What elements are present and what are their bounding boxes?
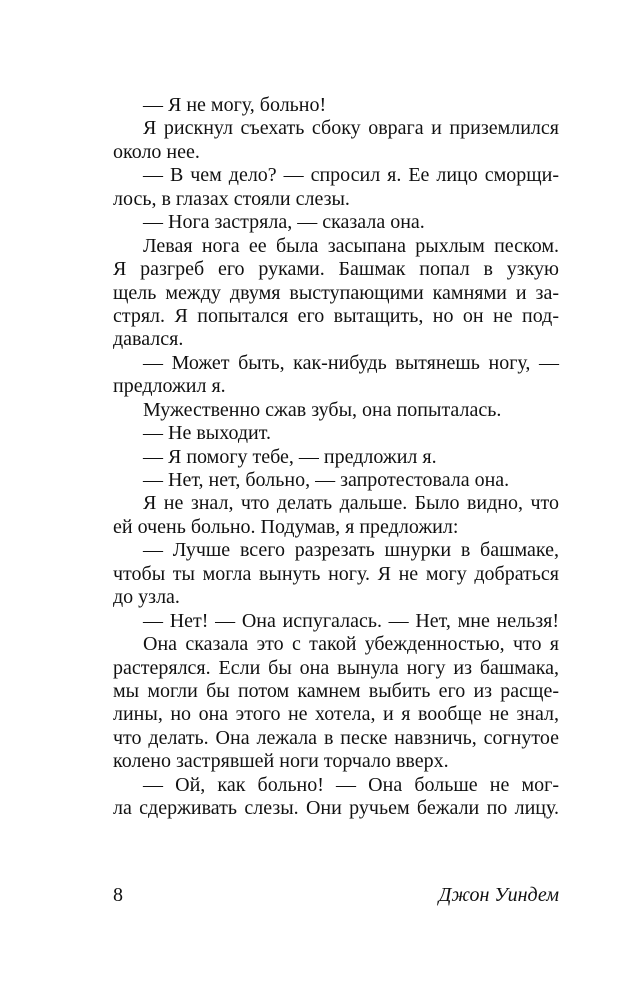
text-line: — Нет! — Она испугалась. — Нет, мне нельзя! — [143, 609, 559, 632]
text-line: лось, в глазах стояли слезы. — [113, 187, 350, 210]
text-line: стрял. Я попытался его вытащить, но он не под- — [113, 304, 559, 327]
text-line: — Не выходит. — [143, 422, 271, 445]
text-line: ей очень больно. Подумав, я предложил: — [113, 515, 459, 538]
text-line: — Ой, как больно! — Она больше не мог- — [143, 773, 559, 796]
text-line: Она сказала это с такой убежденностью, что я — [143, 633, 559, 656]
body-text — [113, 94, 559, 821]
page-footer — [113, 884, 559, 910]
text-line: мы могли бы потом камнем выбить его из расще- — [113, 679, 559, 702]
text-line: — Лучше всего разрезать шнурки в башмаке, — [143, 539, 559, 562]
text-line: предложил я. — [113, 375, 226, 398]
page-number: 8 — [113, 884, 123, 906]
text-line: ла сдерживать слезы. Они ручьем бежали по лицу. — [113, 797, 559, 820]
running-footer-author: Джон Уиндем — [438, 884, 559, 906]
text-line: — Нет, нет, больно, — запротестовала она. — [143, 469, 510, 491]
text-line: растерялся. Если бы она вынула ногу из башмака, — [113, 656, 559, 679]
text-line: — Я не могу, больно! — [143, 94, 327, 116]
text-line: — Нога застряла, — сказала она. — [143, 211, 425, 234]
text-line: Мужественно сжав зубы, она попыталась. — [143, 398, 502, 421]
text-line: лины, но она этого не хотела, и я вообще не знал, — [113, 703, 559, 726]
text-line: — Я помогу тебе, — предложил я. — [143, 445, 437, 468]
text-line: Я рискнул съехать сбоку оврага и приземлился — [143, 117, 559, 140]
text-line: колено застрявшей ноги торчало вверх. — [113, 750, 449, 773]
text-line: что делать. Она лежала в песке навзничь, согнутое — [113, 726, 559, 749]
text-line: чтобы ты могла вынуть ногу. Я не могу добраться — [113, 562, 559, 585]
text-line: Я не знал, что делать дальше. Было видно, что — [143, 492, 559, 515]
text-line: Я разгреб его руками. Башмак попал в узкую — [113, 258, 559, 281]
text-line: Левая нога ее была засыпана рыхлым песком. — [143, 234, 559, 257]
text-line: давался. — [113, 328, 184, 351]
text-line: — В чем дело? — спросил я. Ее лицо сморщи- — [143, 164, 559, 187]
text-line: около нее. — [113, 140, 200, 163]
text-line: до узла. — [113, 586, 180, 609]
text-line: — Может быть, как-нибудь вытянешь ногу, — — [143, 351, 559, 374]
text-line: щель между двумя выступающими камнями и за- — [113, 281, 559, 304]
